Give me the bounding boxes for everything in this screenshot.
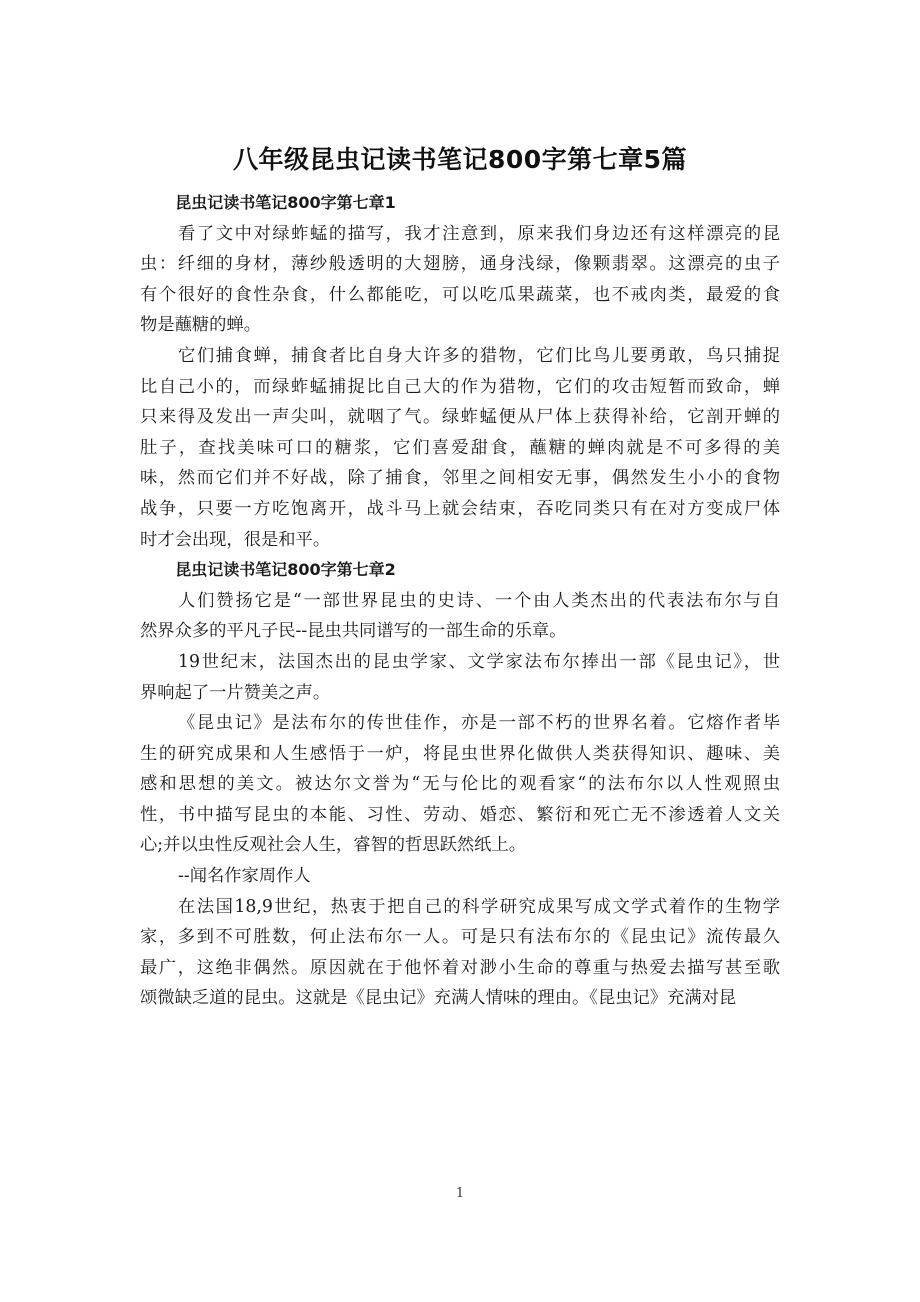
paragraph-line: 然界众多的平凡子民--昆虫共同谱写的一部生命的乐章。 (140, 621, 567, 642)
section-heading: 昆虫记读书笔记800字第七章1 (175, 193, 396, 212)
paragraph-line: 只来得及发出一声尖叫，就咽了气。绿蚱蜢便从尸体上获得补给，它剖开蝉的 (140, 407, 780, 428)
paragraph (140, 892, 780, 1014)
paragraph-line: 有个很好的食性杂食，什么都能吃，可以吃瓜果蔬菜，也不戒肉类，最爱的食 (140, 284, 780, 305)
paragraph-line: --闻名作家周作人 (178, 866, 311, 887)
paragraph (140, 647, 780, 708)
document-title: 八年级昆虫记读书笔记800字第七章5篇 (232, 145, 688, 174)
paragraph-line: 虫：纤细的身材，薄纱般透明的大翅膀，通身浅绿，像颗翡翠。这漂亮的虫子 (140, 254, 780, 275)
paragraph-line: 时才会出现，很是和平。 (140, 529, 331, 550)
paragraph-line: 性，书中描写昆虫的本能、习性、劳动、婚恋、繁衍和死亡无不渗透着人文关 (140, 804, 780, 825)
paragraph (140, 586, 780, 647)
paragraph-line: 人们赞扬它是“一部世界昆虫的史诗、一个由人类杰出的代表法布尔与自 (178, 590, 780, 611)
paragraph-line: 颂微缺乏道的昆虫。这就是《昆虫记》充满人情味的理由。《昆虫记》充满对昆 (140, 988, 737, 1009)
page-number: 1 (455, 1186, 465, 1201)
paragraph-line: 味，然而它们并不好战，除了捕食，邻里之间相安无事，偶然发生小小的食物 (140, 468, 780, 489)
paragraph-line: 心;并以虫性反观社会人生，睿智的哲思跃然纸上。 (140, 835, 527, 856)
paragraph-line: 生的研究成果和人生感悟于一炉，将昆虫世界化做供人类获得知识、趣味、美 (140, 743, 780, 764)
paragraph-line: 看了文中对绿蚱蜢的描写，我才注意到，原来我们身边还有这样漂亮的昆 (178, 223, 780, 244)
paragraph (140, 708, 780, 861)
paragraph-line: 界响起了一片赞美之声。 (140, 682, 331, 703)
paragraph-line: 肚子，查找美味可口的糖浆，它们喜爱甜食，蘸糖的蝉肉就是不可多得的美 (140, 437, 780, 458)
paragraph-line: 在法国18,9世纪，热衷于把自己的科学研究成果写成文学式着作的生物学 (178, 896, 780, 917)
document-body (140, 188, 780, 1014)
paragraph-line: 感和思想的美文。被达尔文誉为“无与伦比的观看家“的法布尔以人性观照虫 (140, 774, 780, 795)
paragraph-line: 物是蘸糖的蝉。 (140, 315, 261, 336)
paragraph-line: 最广，这绝非偶然。原因就在于他怀着对渺小生命的尊重与热爱去描写甚至歌 (140, 957, 780, 978)
paragraph-line: 比自己小的，而绿蚱蜢捕捉比自己大的作为猎物，它们的攻击短暂而致命，蝉 (140, 376, 780, 397)
paragraph-line: 它们捕食蝉，捕食者比自身大许多的猎物，它们比鸟儿要勇敢，鸟只捕捉 (178, 345, 780, 366)
paragraph (140, 341, 780, 555)
section-heading: 昆虫记读书笔记800字第七章2 (175, 560, 396, 580)
paragraph-line: 19世纪末，法国杰出的昆虫学家、文学家法布尔捧出一部《昆虫记》，世 (178, 651, 780, 672)
paragraph (140, 861, 780, 892)
paragraph (140, 219, 780, 341)
paragraph-line: 《昆虫记》是法布尔的传世佳作，亦是一部不朽的世界名着。它熔作者毕 (178, 713, 780, 734)
paragraph-line: 家，多到不可胜数，何止法布尔一人。可是只有法布尔的《昆虫记》流传最久 (140, 927, 780, 948)
paragraph-line: 战争，只要一方吃饱离开，战斗马上就会结束，吞吃同类只有在对方变成尸体 (140, 498, 780, 519)
